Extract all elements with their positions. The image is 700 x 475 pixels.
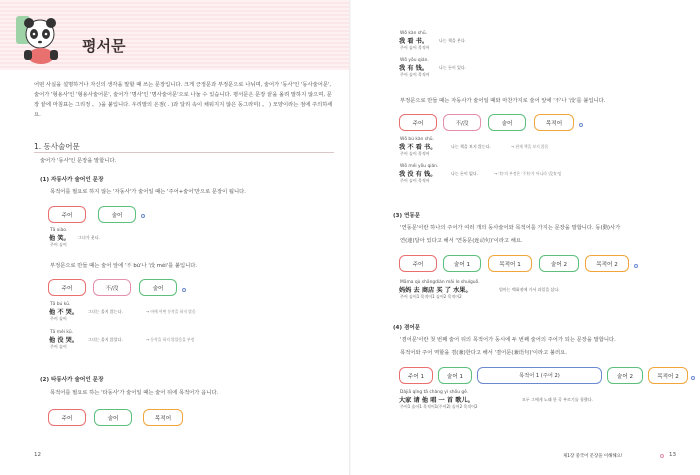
pill-object-2: 목적어 — [143, 409, 183, 426]
period-dot-icon — [182, 288, 186, 292]
period-dot-icon — [691, 376, 695, 380]
s3-ex-trans: 엄마는 백화점에 가서 과일을 샀다. — [499, 287, 560, 292]
period-dot-icon — [141, 214, 145, 218]
s4-pill-object2: 목적어 2 — [648, 367, 688, 384]
r-ex3-pinyin: Wǒ bú kàn shū. — [400, 137, 434, 142]
ex2-pinyin: Tā bú kū. — [50, 302, 71, 307]
r-ex1-trans: 나는 책을 본다. — [439, 38, 466, 43]
period-dot-icon — [634, 264, 638, 268]
ex1-labels: 주어 술어 — [50, 242, 67, 247]
section3-desc2: 연(連)달아 있다고 해서 '연동문(连动句)'이라고 해요. — [400, 238, 523, 244]
ex3-hanzi: 他 没 哭。 — [49, 337, 79, 344]
r-ex1-labels: 주어 술어 목적어 — [400, 45, 430, 50]
pill-negation: 不/没 — [93, 279, 131, 296]
r-ex3-labels: 주어 술어 목적어 — [400, 151, 430, 156]
r-neg-desc: 부정문으로 만들 때는 자동사가 술어일 때와 마찬가지로 술어 앞에 '不'나 '没'를 붙입니다. — [400, 98, 606, 104]
r-pill-object: 목적어 — [534, 114, 574, 131]
s3-pill-predicate1: 술어 1 — [443, 255, 481, 272]
pill-subject-neg: 주어 — [48, 279, 86, 296]
s3-pill-predicate2: 술어 2 — [539, 255, 579, 272]
ex3-labels: 주어 술어 — [50, 344, 67, 349]
s4-ex-pinyin: Dàjiā qǐng tā chàng yì shǒu gē. — [400, 390, 469, 395]
r-ex1-hanzi: 我 看 书。 — [399, 38, 429, 45]
s4-ex-labels: 주어1 술어1 목적어1(주어2) 술어2 목적어2 — [400, 404, 478, 409]
footer-dot-icon — [660, 454, 664, 458]
period-dot-icon — [579, 123, 583, 127]
r-ex2-hanzi: 我 有 钱。 — [399, 65, 429, 72]
ex3-note: → 동작을 하지 않았음을 부정 — [146, 337, 195, 342]
section4-desc1: '겸어문'이란 첫 번째 술어 뒤의 목적어가 동시에 두 번째 술어의 주어가 되는 문장을 말합니다. — [400, 337, 616, 343]
sub1-title: (1) 자동사가 술어인 문장 — [40, 177, 104, 183]
ex3-pinyin: Tā méi kū. — [50, 330, 74, 335]
s4-pill-predicate2: 술어 2 — [607, 367, 643, 384]
ex3-trans: 그녀는 울지 않았다. — [88, 337, 123, 342]
r-ex4-pinyin: Wǒ méi yǒu qián. — [400, 164, 439, 169]
r-ex4-trans: 나는 돈이 없다. — [451, 171, 478, 176]
section3-title: (3) 연동문 — [393, 213, 421, 219]
s3-pill-object1: 목적어 1 — [488, 255, 532, 272]
ex2-hanzi: 他 不 哭。 — [49, 309, 79, 316]
r-pill-negation: 不/没 — [443, 114, 481, 131]
sub1-neg-desc: 부정문으로 만들 때는 술어 앞에 '不 bù'나 '没 méi'를 붙입니다. — [50, 263, 198, 269]
ex2-note: → 아예 어떤 동작을 하지 않음 — [146, 309, 196, 314]
s3-ex-pinyin: Māma qù shāngdiàn mǎi le shuǐguǒ. — [400, 280, 480, 285]
right-page-number: 13 — [669, 452, 676, 458]
r-ex4-labels: 주어 술어 목적어 — [400, 178, 430, 183]
ex2-labels: 주어 술어 — [50, 316, 67, 321]
ex1-trans: 그녀가 웃다. — [78, 235, 100, 240]
r-pill-subject: 주어 — [399, 114, 437, 131]
r-ex3-hanzi: 我 不 看 书。 — [399, 144, 437, 151]
r-ex1-pinyin: Wǒ kàn shū. — [400, 31, 428, 36]
section1-underline — [34, 152, 334, 153]
s3-pill-subject: 주어 — [399, 255, 437, 272]
sub2-desc: 목적어를 필요로 하는 '타동사'가 술어일 때는 술어 뒤에 목적어가 옵니다. — [50, 390, 219, 396]
ex1-pinyin: Tā xiào. — [50, 228, 68, 233]
intro-paragraph: 어떤 사실을 설명하거나 자신의 생각을 말할 때 쓰는 문장입니다. 크게 긍정문과 부정문으로 나뉘며, 술어가 '동사'인 '동사술어문', 술어가 '형용사'인 '형용사술어문', 술어가 '명사'인 '명사술어문'으로 나눌 수 있습니다. 평서문은 문장 끝을 올려 말하지 않으며, 문장 끝에 마침표는 그리정 。 )을 붙입니다. 우리말의 온점( . )과 달리 속이 채워지지 않은 동그라미( 。 ) 모양이라는 점에 주의하세요. — [34, 82, 333, 118]
right-page — [351, 0, 700, 475]
pill-predicate-2: 술어 — [94, 409, 132, 426]
s4-ex-trans: 모두 그에게 노래 한 곡 부르기를 청했다. — [522, 397, 593, 402]
r-ex3-trans: 나는 책을 보지 않는다. — [451, 144, 491, 149]
r-ex3-note: → 현재 책을 보지 않음 — [511, 144, 549, 149]
s4-pill-text: 목적어 1 (주어 2) — [519, 373, 560, 379]
pill-subject-2: 주어 — [48, 409, 86, 426]
s3-ex-labels: 주어 술어1 목적어1 술어2 목적어2 — [400, 294, 462, 299]
section3-desc1: '연동문'이란 하나의 주어가 여러 개의 동사술어와 목적어를 가지는 문장을 말합니다. 동(動)사가 — [400, 225, 621, 231]
section1-desc: 술어가 '동사'인 문장을 말합니다. — [40, 158, 117, 164]
ex1-hanzi: 他 笑。 — [49, 235, 70, 242]
s3-ex-hanzi: 妈妈 去 商店 买 了 水果。 — [399, 287, 472, 294]
r-ex2-pinyin: Wǒ yǒu qián. — [400, 58, 429, 63]
sub1-desc: 목적어를 필요로 하지 않는 '자동사'가 술어일 때는 '주어+술어'만으로 문장이 됩니다. — [50, 189, 246, 195]
section4-desc2: 목적어와 주어 역할을 겸(兼)한다고 해서 '겸어문(兼语句)'이라고 불러요. — [400, 350, 567, 356]
s4-pill-object1-subject2 — [477, 367, 602, 384]
r-ex4-hanzi: 我 没 有 钱。 — [399, 171, 437, 178]
s3-pill-object2: 목적어 2 — [585, 255, 629, 272]
s4-ex-hanzi: 大家 请 他 唱 一 首 歌儿。 — [399, 397, 474, 404]
s4-pill-subject1: 주어 1 — [399, 367, 433, 384]
section1-title: 1. 동사술어문 — [34, 142, 80, 151]
ex2-trans: 그녀는 울지 않는다. — [88, 309, 123, 314]
r-pill-predicate: 술어 — [488, 114, 526, 131]
pill-predicate-neg: 술어 — [139, 279, 177, 296]
r-ex2-labels: 주어 술어 목적어 — [400, 72, 430, 77]
pill-subject: 주어 — [48, 206, 86, 223]
page-title: 평서문 — [82, 37, 126, 55]
left-page-number: 12 — [34, 452, 41, 458]
s4-pill-predicate1: 술어 1 — [438, 367, 472, 384]
section4-title: (4) 겸어문 — [393, 325, 421, 331]
sub2-title: (2) 타동사가 술어인 문장 — [40, 377, 104, 383]
right-footer-text: 제1장 중국어 문장을 이해해요! — [563, 454, 623, 459]
r-ex4-note: → '有'의 부정은 '不有'가 아니라 '没有'임 — [494, 171, 562, 176]
pill-predicate: 술어 — [98, 206, 136, 223]
r-ex2-trans: 나는 돈이 있다. — [439, 65, 466, 70]
panda-mascot-icon — [14, 12, 64, 64]
